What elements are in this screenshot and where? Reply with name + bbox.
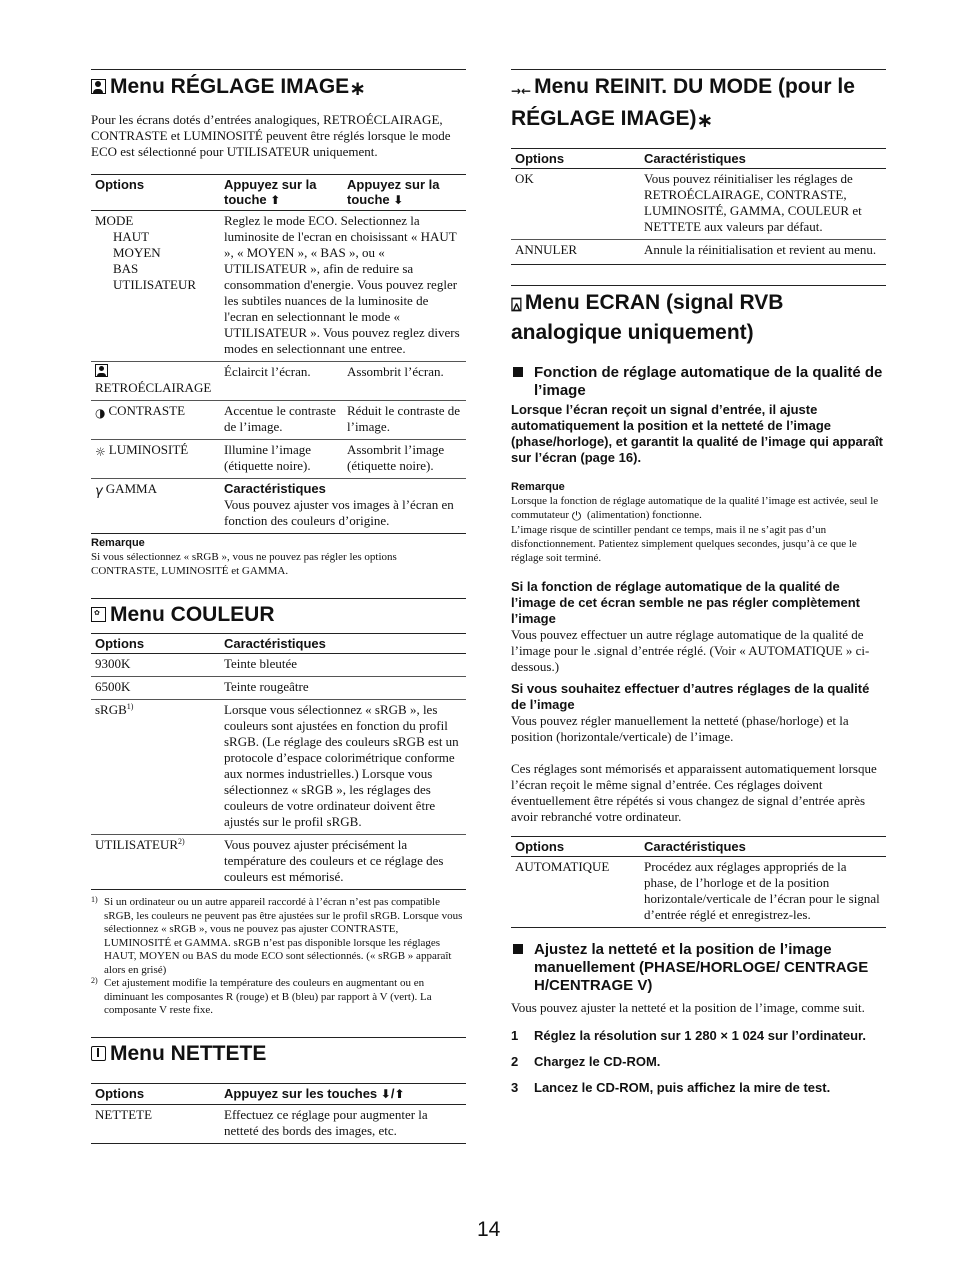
note-title: Remarque xyxy=(511,481,565,493)
reglage-table xyxy=(91,174,466,534)
couleur-table: Options Caractéristiques 9300K Teinte bleutée 6500K Teinte rougeâtre sRGB$^{1)}$ Lorsque vous sélectionnez « sRGB », les couleurs sont ajustées en fonction du profil sRGB. (Le réglage des couleurs sRGB est un protocole d’espace colorimétrique conforme aux normes industrielles.) Lorsque vous sélectionnez « sRGB », les réglages des couleurs de votre ordinateur doivent être ajustés sur le profil sRGB. UTILISATEUR$^{2)}$ Vous pouvez ajuster précisément la température des couleurs et ce réglage des couleurs est mémorisé. xyxy=(91,633,466,890)
step-item: 1 Réglez la résolution sur 1 280 × 1 024 sur l’ordinateur. xyxy=(511,1028,866,1043)
sharpness-icon xyxy=(91,1046,106,1061)
arrow-down-icon: ⬇ xyxy=(393,193,404,207)
col-down: Appuyez sur la touche ⬇ xyxy=(343,175,466,211)
section-title-ecran: ⍓ Menu ECRAN (signal RVB analogique uniquement) xyxy=(511,285,886,346)
reglage-intro: Pour les écrans dotés d’entrées analogiques, RETROÉCLAIRAGE, CONTRASTE et LUMINOSITÉ peuvent être réglés lorsque le mode ECO est sélectionné pour UTILISATEUR uniquement. xyxy=(91,112,451,159)
backlight-icon xyxy=(95,364,108,377)
table-row: ◑ CONTRASTE Accentue le contraste de l’image. Réduit le contraste de l’image. xyxy=(91,401,466,440)
right-column xyxy=(511,0,886,1096)
page-number: 14 xyxy=(477,1218,501,1241)
col-options: Options xyxy=(91,175,220,211)
table-row: 9300K Teinte bleutée xyxy=(91,654,466,677)
step-item: 2 Chargez le CD-ROM. xyxy=(511,1054,661,1069)
reset-icon: →← xyxy=(511,84,532,98)
paragraph: Vous pouvez ajuster la netteté et la position de l’image, comme suit. xyxy=(511,1000,865,1015)
gamma-head: Caractéristiques xyxy=(224,481,326,496)
note-text: L’image risque de scintiller pendant ce temps, mais il ne s’agit pas d’un disfonctionnement. Patientez simplement quelques secondes, jusqu’à ce que le réglage soit terminé. xyxy=(511,524,857,564)
auto-adjust-heading: Fonction de réglage automatique de la qualité de l’image xyxy=(511,364,886,400)
section-title-nettete: Menu NETTETE xyxy=(91,1037,466,1067)
footnote: 1) Si un ordinateur ou un autre appareil raccordé à l’écran n’est pas compatible sRGB, les couleurs ne peuvent pas être ajustées sur le profil sRGB. Lorsque vous sélectionnez « sRGB », vous ne pouvez pas ajuster CONTRASTE, LUMINOSITÉ et GAMMA. sRGB n’est pas disponible lorsque les réglages HAUT, MOYEN ou BAS du mode ECO sont sélectionnés. (« sRGB » apparaît alors en grisé) xyxy=(91,895,463,976)
left-column xyxy=(91,0,466,1144)
color-icon: ✿ xyxy=(91,607,106,622)
bullet-square-icon xyxy=(513,367,523,377)
section-title-reinit: →← Menu REINIT. DU MODE (pour le RÉGLAGE IMAGE)∗ xyxy=(511,69,886,134)
mode-option: MODE HAUT MOYEN BAS UTILISATEUR xyxy=(91,211,220,362)
col-up: Appuyez sur la touche ⬆ xyxy=(220,175,343,211)
section-title-couleur: ✿ Menu COULEUR xyxy=(91,598,466,628)
paragraph: Vous pouvez régler manuellement la netteté (phase/horloge) et la position (horizontale/verticale) de l’image. xyxy=(511,713,849,744)
manual-adjust-heading: Ajustez la netteté et la position de l’image manuellement (PHASE/HORLOGE/ CENTRAGE H/CENTRAGE V) xyxy=(511,941,886,995)
brightness-icon: ☼ xyxy=(95,445,106,459)
step-item: 3 Lancez le CD-ROM, puis affichez la mire de test. xyxy=(511,1080,831,1095)
table-row: γ GAMMA Caractéristiques Vous pouvez ajuster vos images à l’écran en fonction des couleurs d’origine. xyxy=(91,479,466,534)
paragraph: Ces réglages sont mémorisés et apparaissent automatiquement lorsque l’écran reçoit le même signal d’entrée. Ces réglages doivent éventuellement être répétés si vous changez de signal d’entrée après avoir rebranché votre ordinateur. xyxy=(511,761,877,824)
picture-icon xyxy=(91,79,106,94)
table-row xyxy=(91,211,466,362)
arrow-down-icon: ⬇ xyxy=(380,1086,391,1101)
subheading: Si vous souhaitez effectuer d’autres réglages de la qualité de l’image xyxy=(511,681,870,712)
mode-haut: HAUT xyxy=(113,229,150,244)
couleur-footnotes xyxy=(91,896,466,1018)
note-title: Remarque xyxy=(91,537,145,549)
nettete-table: Options Appuyez sur les touches ⬇/⬆ NETTETE Effectuez ce réglage pour augmenter la netteté des bords des images, etc. xyxy=(91,1083,466,1144)
reinit-table: Options Caractéristiques OK Vous pouvez réinitialiser les réglages de RETROÉCLAIRAGE, CONTRASTE, LUMINOSITÉ, GAMMA, COULEUR et NETTETE aux valeurs par défaut. ANNULER Annule la réinitialisation et revient au menu. xyxy=(511,148,886,265)
arrow-up-icon: ⬆ xyxy=(270,193,281,207)
power-icon: ⏻ xyxy=(571,509,582,523)
table-row: NETTETE Effectuez ce réglage pour augmenter la netteté des bords des images, etc. xyxy=(91,1104,466,1143)
auto-adjust-text: Lorsque l’écran reçoit un signal d’entrée, il ajuste automatiquement la position et la netteté de l’image (phase/horloge), et garantit la qualité de l’image qui apparaît sur l’écran (page 16). xyxy=(511,402,884,465)
gamma-desc: Vous pouvez ajuster vos images à l’écran en fonction des couleurs d’origine. xyxy=(224,497,454,528)
contrast-icon: ◑ xyxy=(95,406,106,420)
mode-utilisateur: UTILISATEUR xyxy=(113,277,197,292)
table-row: ANNULER Annule la réinitialisation et revient au menu. xyxy=(511,240,886,265)
note-text: Lorsque la fonction de réglage automatique de la qualité l’image est activée, seul le commutateur ⏻ (alimentation) fonctionne. xyxy=(511,495,879,523)
section-title-reglage-image: Menu RÉGLAGE IMAGE∗ xyxy=(91,69,466,102)
table-row: OK Vous pouvez réinitialiser les réglages de RETROÉCLAIRAGE, CONTRASTE, LUMINOSITÉ, GAMMA, COULEUR et NETTETE aux valeurs par défaut. xyxy=(511,169,886,240)
screen-geometry-icon: ⍓ xyxy=(511,295,522,316)
footnote: 2) Cet ajustement modifie la température des couleurs en augmentant ou en diminuant les composantes R (rouge) et B (bleu) par rapport à V (vert). La composante V reste fixe. xyxy=(91,976,432,1016)
table-row: UTILISATEUR$^{2)}$ Vous pouvez ajuster précisément la température des couleurs et ce réglage des couleurs est mémorisé. xyxy=(91,835,466,890)
table-row: ☼ LUMINOSITÉ Illumine l’image (étiquette noire). Assombrit l’image (étiquette noire). xyxy=(91,440,466,479)
arrow-up-icon: ⬆ xyxy=(394,1086,405,1101)
subheading: Si la fonction de réglage automatique de la qualité de l’image de cet écran semble ne pas régler complètement l’image xyxy=(511,579,860,626)
mode-moyen: MOYEN xyxy=(113,245,161,260)
table-row: 6500K Teinte rougeâtre xyxy=(91,677,466,700)
note-text: Si vous sélectionnez « sRGB », vous ne pouvez pas régler les options CONTRASTE, LUMINOSITÉ et GAMMA. xyxy=(91,551,397,577)
table-row: AUTOMATIQUE Procédez aux réglages appropriés de la phase, de l’horloge et de la position horizontale/verticale de l’écran pour le signal d’entrée réglé et enregistrez-les. xyxy=(511,857,886,928)
paragraph: Vous pouvez effectuer un autre réglage automatique de la qualité de l’image pour le .signal d’entrée réglé. (Voir « AUTOMATIQUE » ci-dessous.) xyxy=(511,627,870,674)
bullet-square-icon xyxy=(513,944,523,954)
ecran-table: Options Caractéristiques AUTOMATIQUE Procédez aux réglages appropriés de la phase, de l’horloge et de la position horizontale/verticale de l’écran pour le signal d’entrée réglé et enregistrez-les. xyxy=(511,836,886,928)
asterisk-icon: ∗ xyxy=(349,76,366,100)
table-row: sRGB$^{1)}$ Lorsque vous sélectionnez « sRGB », les couleurs sont ajustées en fonction du profil sRGB. (Le réglage des couleurs sRGB est un protocole d’espace colorimétrique conforme aux normes industrielles.) Lorsque vous sélectionnez « sRGB », les réglages des couleurs de votre ordinateur doivent être ajustés sur le profil sRGB. xyxy=(91,700,466,835)
mode-description: Reglez le mode ECO. Selectionnez la luminosite de l'ecran en choisissant « HAUT », « MOYEN », « BAS », ou « UTILISATEUR », afin de reduire sa consommation d'energie. Vous pouvez regler les subtiles nuances de la luminosite de l'ecran en selectionnant le mode « UTILISATEUR ». Vous pouvez reglez divers modes en selectionnant une entree. xyxy=(220,211,466,362)
mode-bas: BAS xyxy=(113,261,139,276)
asterisk-icon: ∗ xyxy=(696,108,714,132)
steps-list xyxy=(511,1028,886,1096)
gamma-icon: γ xyxy=(95,484,103,499)
table-row: RETROÉCLAIRAGE Éclaircit l’écran. Assombrit l’écran. xyxy=(91,362,466,401)
